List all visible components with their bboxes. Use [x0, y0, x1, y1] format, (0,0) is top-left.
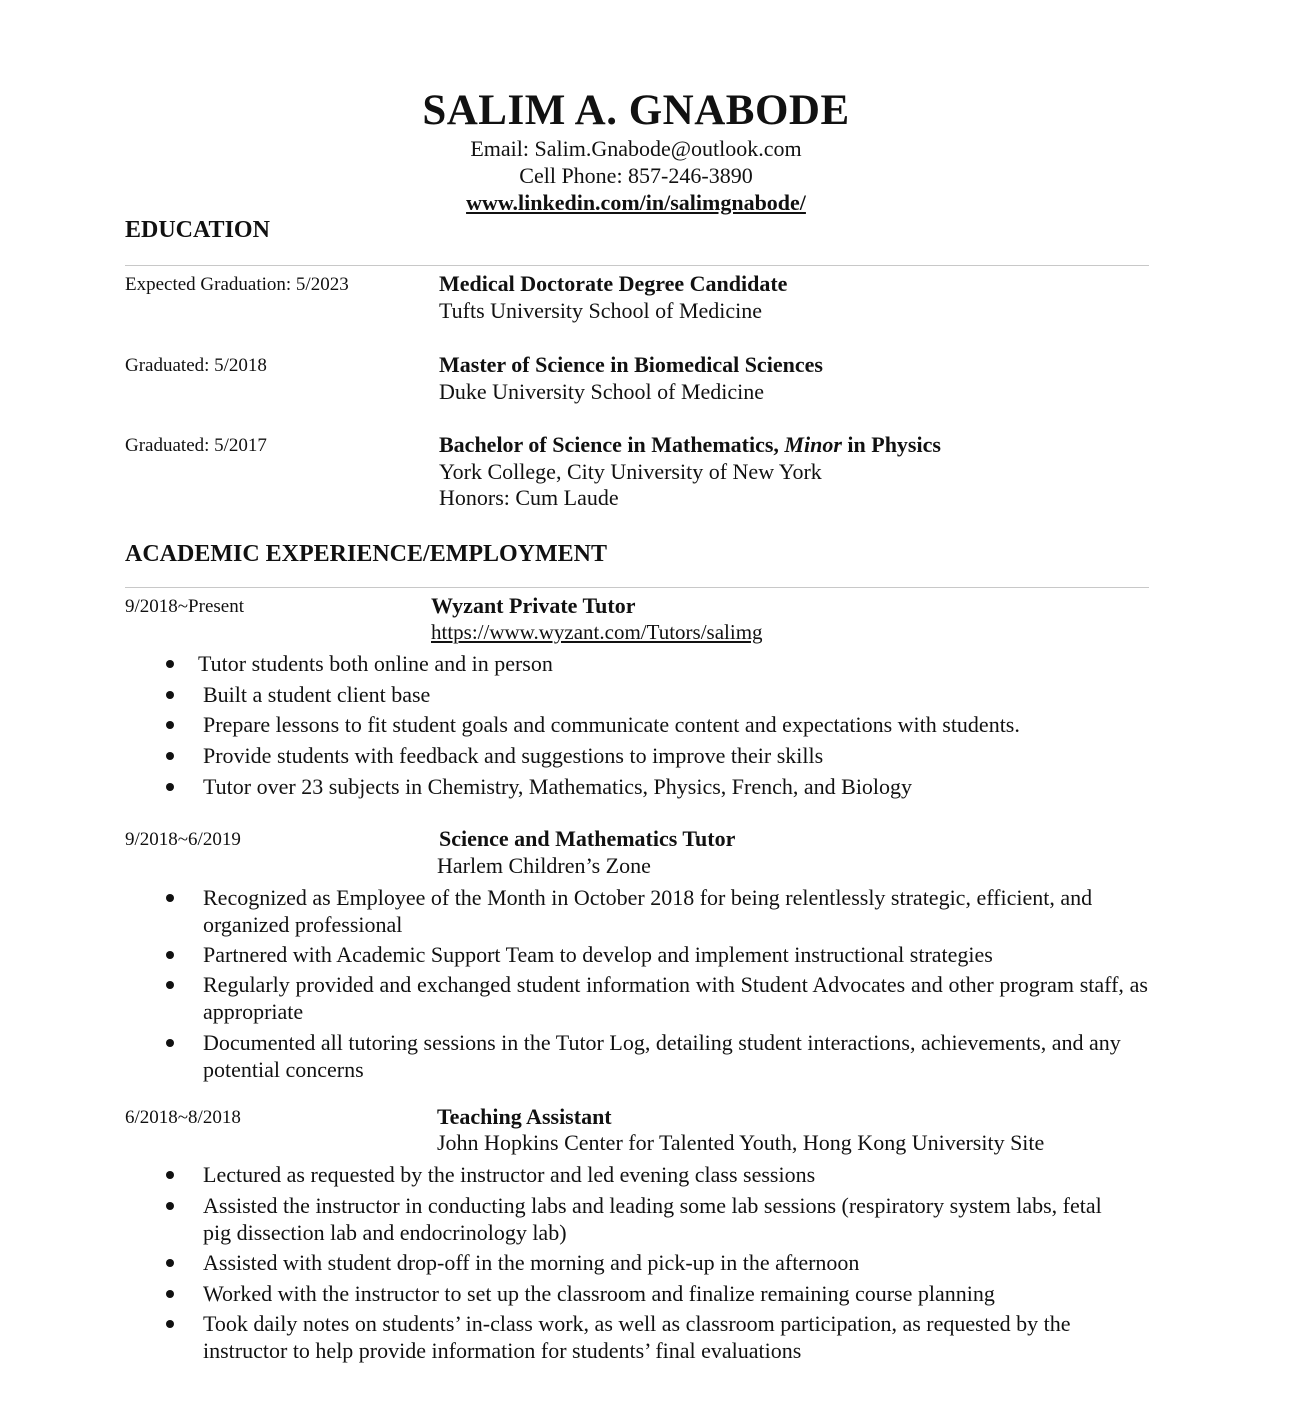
- entry-institution: York College, City University of New York: [439, 459, 822, 484]
- bullet-icon: [166, 981, 174, 989]
- bullet-icon: [166, 721, 174, 729]
- bullet-icon: [166, 1171, 174, 1179]
- candidate-name: SALIM A. GNABODE: [422, 87, 850, 134]
- minor-label: Minor: [784, 432, 842, 457]
- linkedin-row: [0, 190, 1272, 216]
- job-bullet: Partnered with Academic Support Team to develop and implement instructional strategies: [203, 942, 993, 967]
- email-line: Email: Salim.Gnabode@outlook.com: [470, 136, 802, 161]
- entry-date: Graduated: 5/2017: [125, 435, 267, 456]
- job-date: 6/2018~8/2018: [125, 1107, 241, 1128]
- job-organization: John Hopkins Center for Talented Youth, Hong Kong University Site: [437, 1130, 1045, 1155]
- wyzant-profile-link[interactable]: https://www.wyzant.com/Tutors/salimg: [431, 620, 763, 644]
- job-date: 9/2018~Present: [125, 596, 244, 617]
- job-title: Wyzant Private Tutor: [431, 593, 636, 618]
- job-title: Science and Mathematics Tutor: [439, 826, 736, 851]
- bullet-icon: [166, 1039, 174, 1047]
- job-organization: Harlem Children’s Zone: [437, 853, 651, 878]
- bullet-icon: [166, 1202, 174, 1210]
- bullet-icon: [166, 1290, 174, 1298]
- entry-title: Bachelor of Science in Mathematics, Minor in Physics: [439, 432, 941, 457]
- bullet-icon: [166, 783, 174, 791]
- bullet-icon: [166, 894, 174, 902]
- job-date: 9/2018~6/2019: [125, 829, 241, 850]
- job-bullet: Lectured as requested by the instructor and led evening class sessions: [203, 1162, 816, 1187]
- entry-institution: Tufts University School of Medicine: [439, 298, 763, 323]
- experience-heading: ACADEMIC EXPERIENCE/EMPLOYMENT: [125, 541, 608, 567]
- job-bullet: Assisted the instructor in conducting labs and leading some lab sessions (respiratory system labs, fetal pig dissection lab and endocrinology lab): [203, 1193, 1102, 1245]
- entry-date: Graduated: 5/2018: [125, 355, 267, 376]
- bullet-icon: [166, 951, 174, 959]
- education-heading: EDUCATION: [125, 217, 270, 243]
- job-bullet: Tutor students both online and in person: [198, 651, 553, 676]
- job-bullet: Recognized as Employee of the Month in October 2018 for being relentlessly strategic, efficient, and organized professional: [203, 885, 1093, 937]
- job-bullet: Worked with the instructor to set up the classroom and finalize remaining course planning: [203, 1281, 995, 1306]
- job-bullet: Tutor over 23 subjects in Chemistry, Mathematics, Physics, French, and Biology: [203, 774, 913, 799]
- bullet-icon: [166, 691, 174, 699]
- bullet-icon: [166, 752, 174, 760]
- entry-title: Master of Science in Biomedical Sciences: [439, 352, 823, 377]
- entry-title: Medical Doctorate Degree Candidate: [439, 271, 788, 296]
- experience-divider: [125, 587, 1149, 588]
- linkedin-link[interactable]: www.linkedin.com/in/salimgnabode/: [466, 190, 806, 215]
- entry-institution: Duke University School of Medicine: [439, 379, 765, 404]
- job-bullet: Documented all tutoring sessions in the Tutor Log, detailing student interactions, achievements, and any potential concerns: [203, 1030, 1121, 1082]
- job-bullet: Built a student client base: [203, 682, 431, 707]
- phone-line: Cell Phone: 857-246-3890: [519, 163, 753, 188]
- job-bullet: Took daily notes on students’ in-class work, as well as classroom participation, as requested by the instructor to help provide information for students’ final evaluations: [203, 1311, 1071, 1363]
- education-divider: [125, 265, 1149, 266]
- entry-honors: Honors: Cum Laude: [439, 485, 619, 510]
- bullet-icon: [166, 660, 174, 668]
- job-bullet: Regularly provided and exchanged student information with Student Advocates and other program staff, as appropriate: [203, 972, 1148, 1024]
- entry-date: Expected Graduation: 5/2023: [125, 274, 349, 295]
- job-bullet: Prepare lessons to fit student goals and communicate content and expectations with students.: [203, 712, 1020, 737]
- job-bullet: Assisted with student drop-off in the morning and pick-up in the afternoon: [203, 1250, 860, 1275]
- bullet-icon: [166, 1259, 174, 1267]
- job-title: Teaching Assistant: [437, 1104, 612, 1129]
- bullet-icon: [166, 1320, 174, 1328]
- job-bullet: Provide students with feedback and suggestions to improve their skills: [203, 743, 824, 768]
